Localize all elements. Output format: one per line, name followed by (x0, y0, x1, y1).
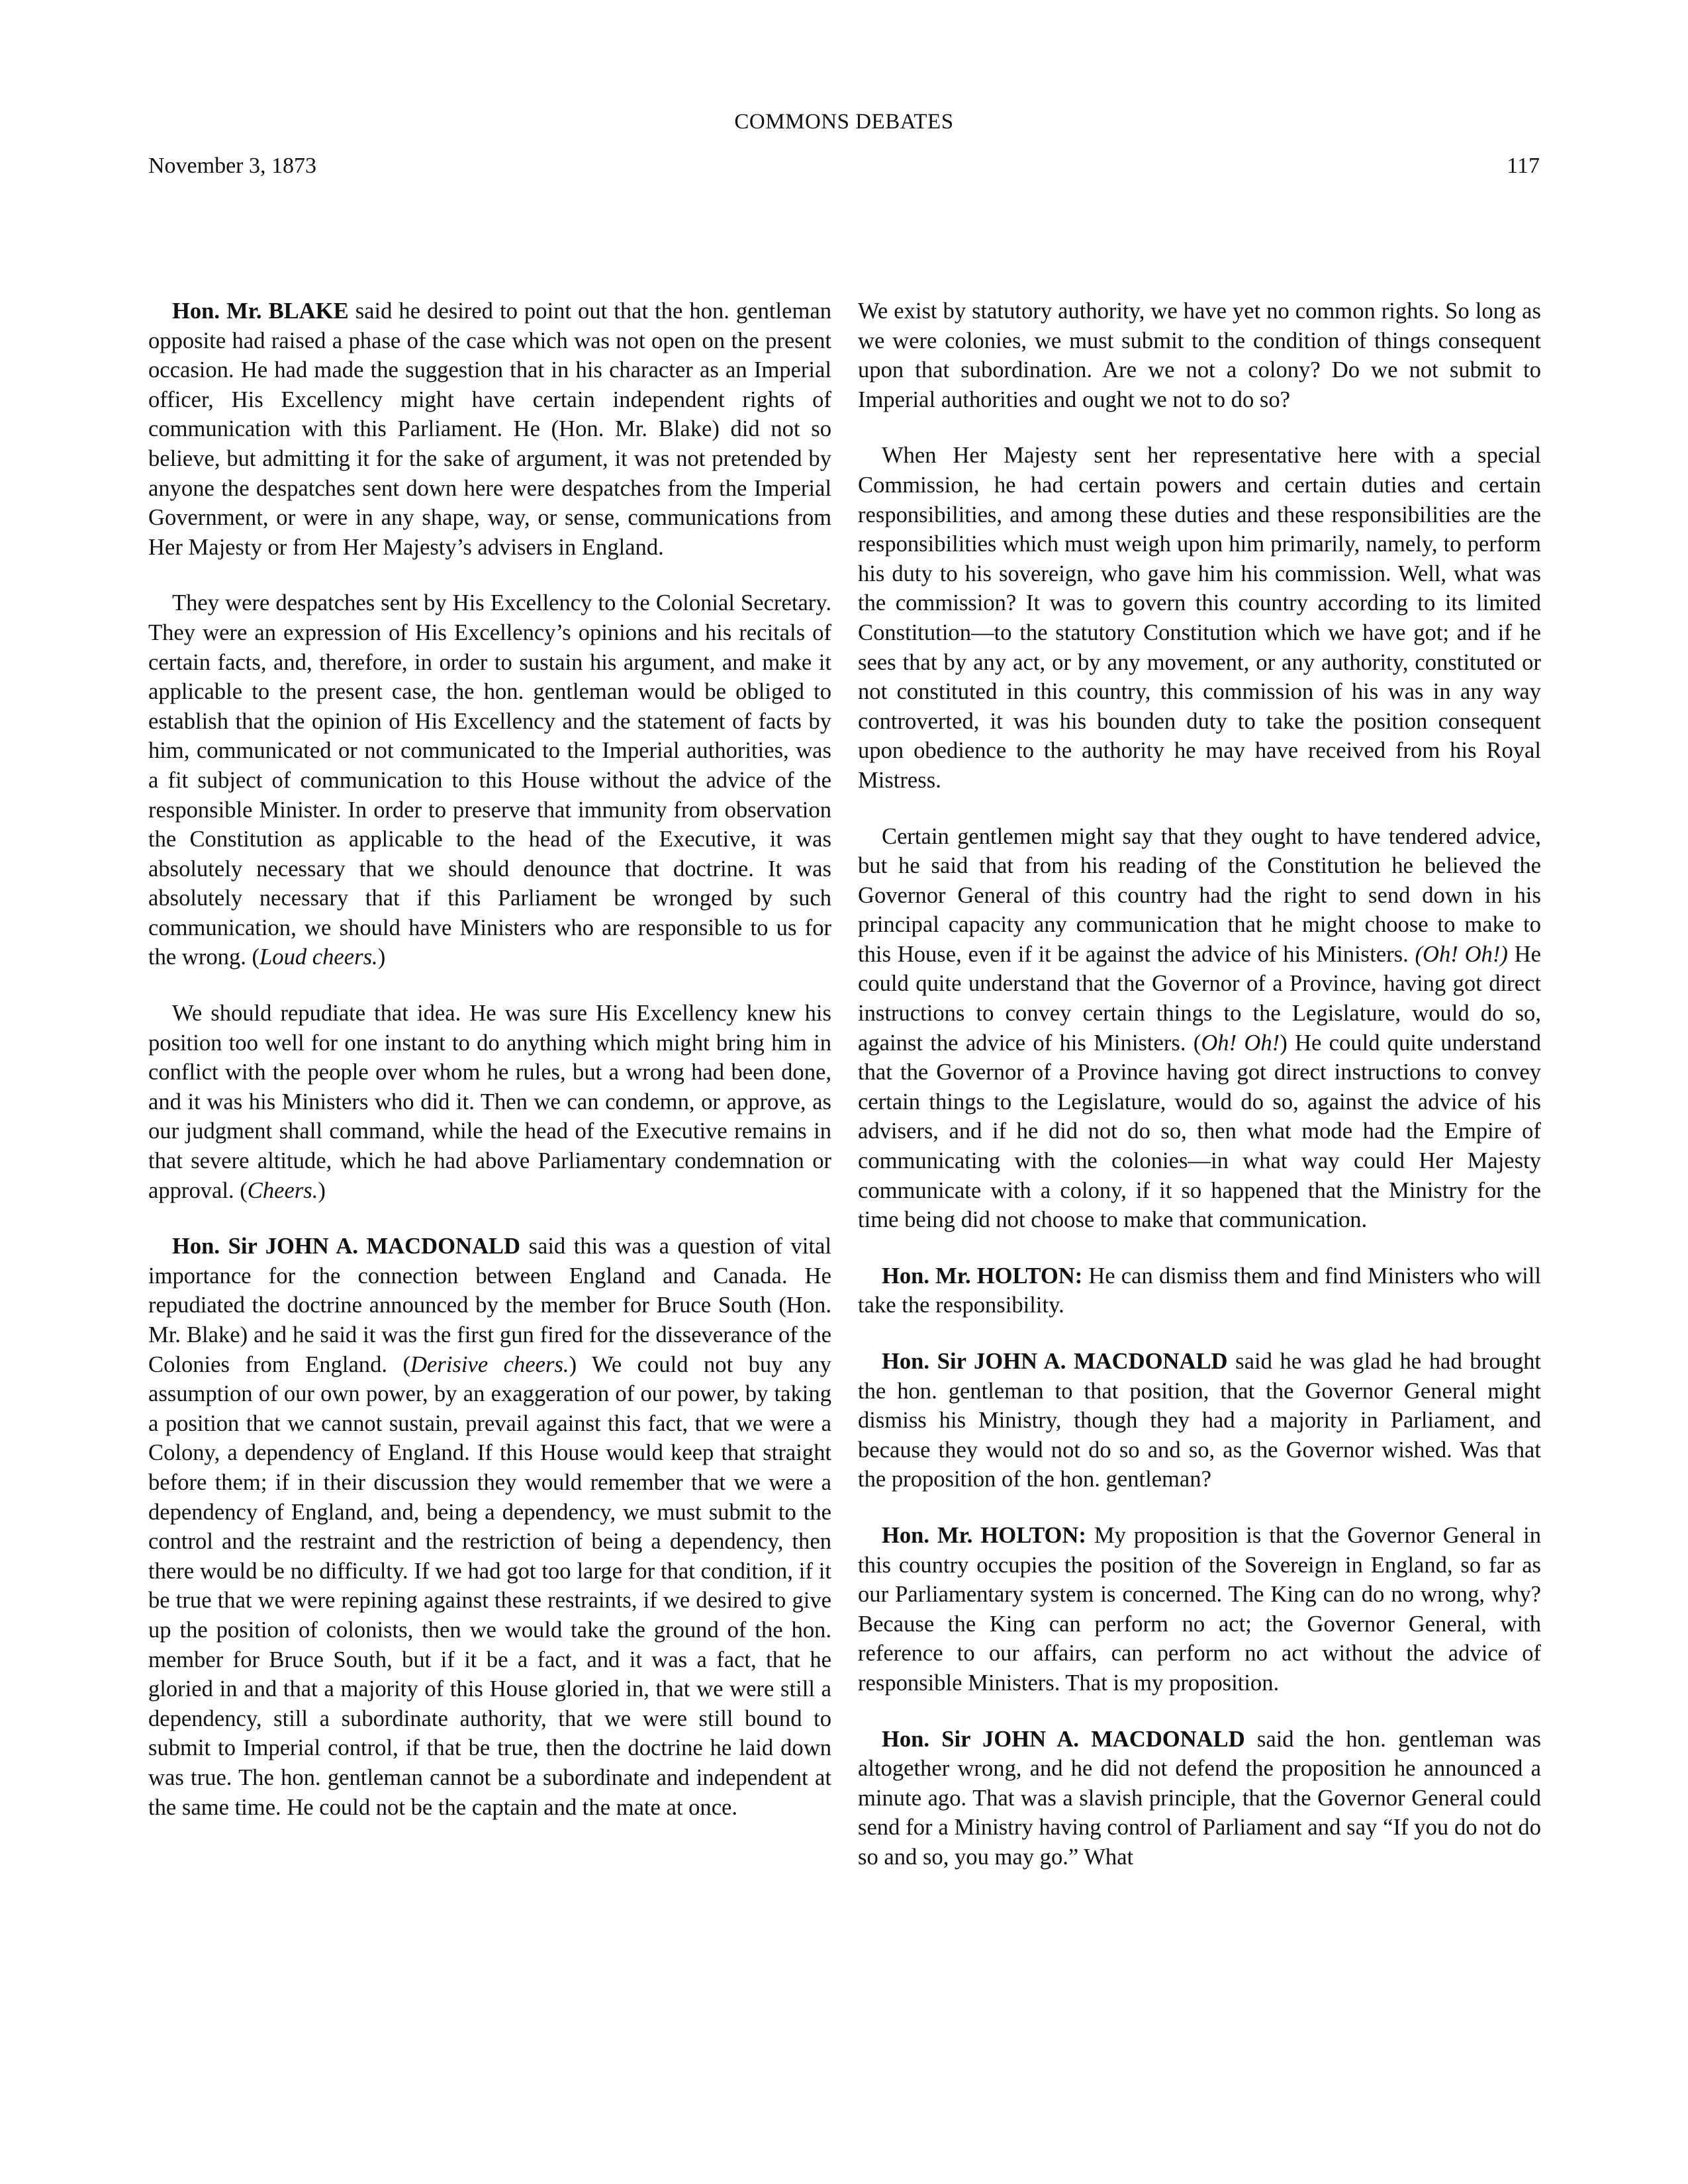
paragraph (858, 1521, 1541, 1698)
interjection: Oh! Oh! (1201, 1030, 1280, 1056)
paragraph-text: We exist by statutory authority, we have yet no common rights. So long as we were colonies, we must submit to the condition of things consequent upon that subordination. Are we not a colony? Do we not submit to Imperial authorities and ought we not to do so? (858, 298, 1541, 412)
page-header-title: COMMONS DEBATES (734, 110, 954, 134)
paragraph-text: said this was a question of vital importance for the connection between England and Canada. He repudiated the doctrine announced by the member for Bruce South (Hon. Mr. Blake) and he said it was the first gun fired for the disseverance of the Colonies from England. ( (148, 1234, 831, 1377)
page-number: 117 (1507, 154, 1540, 178)
speaker-name: Hon. Mr. HOLTON: (882, 1263, 1083, 1289)
right-column (858, 296, 1541, 1872)
paragraph-text: said he was glad he had brought the hon. gentleman to that position, that the Governor General might dismiss his Ministry, though they had a majority in Parliament, and because they would not do so and so, as the Governor wished. Was that the proposition of the hon. gentleman? (858, 1349, 1541, 1492)
paragraph (858, 1347, 1541, 1494)
paragraph-text: My proposition is that the Governor General in this country occupies the position of the Sovereign in England, so far as our Parliamentary system is concerned. The King can do no wrong, why? Because the King can perform no act; the Governor General, with reference to our affairs, can perform no act without the advice of responsible Ministers. That is my proposition. (858, 1522, 1541, 1696)
speaker-name: Hon. Sir JOHN A. MACDONALD (882, 1726, 1245, 1752)
paragraph (148, 296, 831, 562)
paragraph-text: ) We could not buy any assumption of our own power, by an exaggeration of our power, by taking a position that we cannot sustain, prevail against this fact, that we were a Colony, a dependency of England. If this House would keep that straight before them; if in their discussion they would remember that we were a dependency of England, and, being a dependency, we must submit to the control and the restraint and the restriction of being a dependency, then there would be no difficulty. If we had got too large for that condition, if it be true that we were repining against these restraints, if we desired to give up the position of colonists, then we would take the ground of the hon. member for Bruce South, but if it be a fact, and it was a fact, that he gloried in and that a majority of this House gloried in, that we were still a dependency, still a subordinate authority, that we were still bound to submit to Imperial control, if that be true, then the doctrine he laid down was true. The hon. gentleman cannot be a subordinate and independent at the same time. He could not be the captain and the mate at once. (148, 1351, 831, 1820)
paragraph-text: Certain gentlemen might say that they ought to have tendered advice, but he said that from his reading of the Constitution he believed the Governor General of this country had the right to send down in his principal capacity any communication that he might choose to make to this House, even if it be against the advice of his Ministers. (858, 823, 1541, 967)
speaker-name: Hon. Sir JOHN A. MACDONALD (172, 1234, 520, 1259)
paragraph-text: said he desired to point out that the hon. gentleman opposite had raised a phase of the case which was not open on the present occasion. He had made the suggestion that in his character as an Imperial officer, His Excellency might have certain independent rights of communication with this Parliament. He (Hon. Mr. Blake) did not so believe, but admitting it for the sake of argument, it was not pretended by anyone the despatches sent down here were despatches from the Imperial Government, or were in any shape, way, or sense, communications from Her Majesty or from Her Majesty’s advisers in England. (148, 298, 831, 560)
speaker-name: Hon. Mr. BLAKE (172, 298, 349, 324)
paragraph-text: He could quite understand that the Governor of a Province, having got direct instructions to convey certain things to the Legislature, would do so, against the advice of his Ministers. ( (858, 941, 1541, 1056)
paragraph (148, 999, 831, 1205)
speaker-name: Hon. Sir JOHN A. MACDONALD (882, 1349, 1228, 1374)
paragraph (858, 296, 1541, 414)
paragraph (858, 1261, 1541, 1320)
left-column (148, 296, 831, 1822)
paragraph-text: They were despatches sent by His Excellency to the Colonial Secretary. They were an expression of His Excellency’s opinions and his recitals of certain facts, and, therefore, in order to sustain his argument, and make it applicable to the present case, the hon. gentleman would be obliged to establish that the opinion of His Excellency and the statement of facts by him, communicated or not communicated to the Imperial authorities, was a fit subject of communication to this House without the advice of the responsible Minister. In order to preserve that immunity from observation the Constitution as applicable to the head of the Executive, it was absolutely necessary that we should denounce that doctrine. It was absolutely necessary that if this Parliament be wronged by such communication, we should have Ministers who are responsible to us for the wrong. ( (148, 590, 831, 970)
page-date: November 3, 1873 (148, 154, 317, 178)
paragraph-text: ) He could quite understand that the Governor of a Province having got direct instructions to convey certain things to the Legislature, would do so, against the advice of his advisers, and if he did not do so, then what mode had the Empire of communicating with the colonies—in what way could Her Majesty communicate with a colony, if it so happened that the Ministry for the time being did not choose to make that communication. (858, 1030, 1541, 1233)
paragraph-text: said the hon. gentleman was altogether wrong, and he did not defend the proposition he announced a minute ago. That was a slavish principle, that the Governor General could send for a Ministry having control of Parliament and say “If you do not do so and so, you may go.” What (858, 1726, 1541, 1870)
interjection: Cheers. (247, 1177, 318, 1203)
paragraph (148, 1232, 831, 1822)
paragraph (858, 1725, 1541, 1872)
paragraph-text: ) (377, 944, 386, 970)
interjection: (Oh! Oh!) (1415, 941, 1508, 967)
interjection: Derisive cheers. (410, 1351, 569, 1377)
speaker-name: Hon. Mr. HOLTON: (882, 1522, 1086, 1548)
paragraph (858, 441, 1541, 795)
paragraph-text: We should repudiate that idea. He was sure His Excellency knew his position too well for one instant to do anything which might bring him in conflict with the people over whom he rules, but a wrong had been done, and it was his Ministers who did it. Then we can condemn, or approve, as our judgment shall command, while the head of the Executive remains in that severe altitude, which he had above Parliamentary condemnation or approval. ( (148, 1001, 831, 1203)
paragraph (858, 822, 1541, 1235)
paragraph (148, 588, 831, 972)
paragraph-text: ) (318, 1177, 326, 1203)
paragraph-text: He can dismiss them and find Ministers who will take the responsibility. (858, 1263, 1541, 1318)
interjection: Loud cheers. (259, 944, 378, 970)
paragraph-text: When Her Majesty sent her representative here with a special Commission, he had certain powers and certain duties and certain responsibilities, and among these duties and these responsibilities are the responsibilities which must weigh upon him primarily, namely, to perform his duty to his sovereign, who gave him his commission. Well, what was the commission? It was to govern this country according to its limited Constitution—to the statutory Constitution which we have got; and if he sees that by any act, or by any movement, or any authority, constituted or not constituted in this country, this commission of his was in any way controverted, it was his bounden duty to take the position consequent upon obedience to the authority he may have received from his Royal Mistress. (858, 443, 1541, 793)
